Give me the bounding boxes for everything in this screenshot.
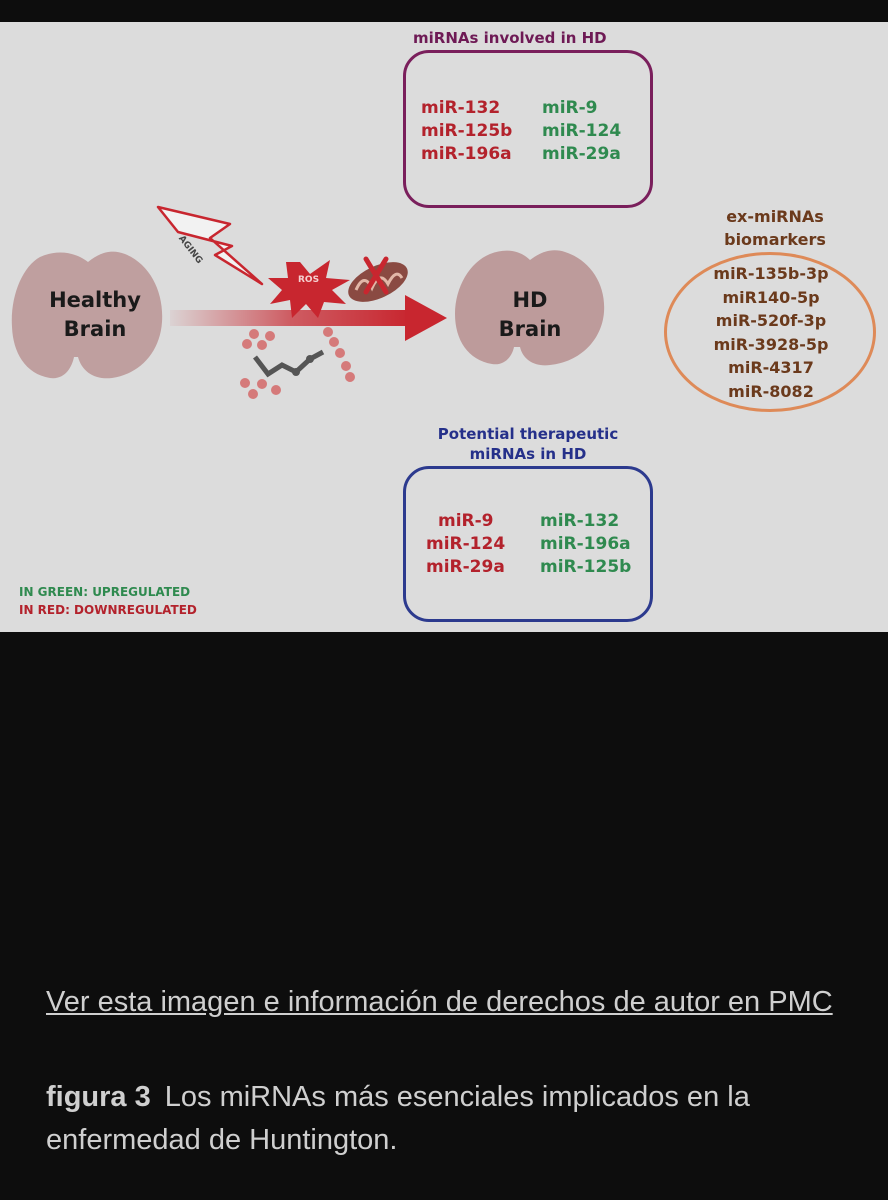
ros-burst-icon — [268, 260, 350, 318]
mirna-label: miR-132 — [421, 98, 501, 118]
mirna-label: miR-132 — [540, 511, 620, 531]
mirna-label: miR-125b — [421, 121, 513, 141]
mirna-label: miR-29a — [542, 144, 621, 164]
figure-image[interactable] — [0, 22, 888, 632]
involved-title: miRNAs involved in HD — [413, 29, 607, 47]
aging-label: AGING — [176, 234, 205, 266]
mirna-label: miR-196a — [421, 144, 512, 164]
mirna-label: miR-9 — [542, 98, 598, 118]
hd-line: HD — [512, 288, 548, 312]
mirna-label: miR140-5p — [722, 287, 820, 307]
mirna-label: miR-125b — [540, 557, 632, 577]
healthy-line: Brain — [63, 317, 127, 341]
legend-green: IN GREEN: UPREGULATED — [19, 585, 191, 599]
mirna-label: miR-124 — [426, 534, 506, 554]
mirna-label: miR-8082 — [728, 381, 814, 401]
mirna-label: miR-124 — [542, 121, 622, 141]
therapeutic-green-list — [540, 510, 631, 579]
healthy-brain-label — [40, 286, 150, 344]
therapeutic-title-line: Potential therapeutic — [437, 425, 619, 443]
mirna-label: miR-520f-3p — [715, 311, 827, 330]
legend-red: IN RED: DOWNREGULATED — [19, 603, 197, 617]
ex-title-line: ex-miRNAs — [726, 207, 824, 226]
ex-title-line: biomarkers — [724, 230, 826, 249]
copyright-link[interactable]: Ver esta imagen e información de derechos de autor en PMC — [46, 986, 833, 1018]
protein-aggregate-icon — [240, 327, 355, 399]
therapeutic-title-line: miRNAs in HD — [469, 445, 587, 463]
caption-text: Los miRNAs más esenciales implicados en la enfermedad de Huntington. — [46, 1081, 750, 1156]
hd-line: Brain — [498, 317, 562, 341]
therapeutic-title — [410, 424, 646, 464]
mirna-label: miR-29a — [426, 557, 505, 577]
aging-lightning-icon — [158, 207, 262, 284]
figure-caption — [46, 1076, 866, 1162]
figure-label: figura 3 — [46, 1081, 151, 1113]
mirna-label: miR-4317 — [728, 358, 814, 377]
therapeutic-red-list — [426, 510, 505, 579]
hd-brain-label — [480, 286, 580, 344]
mirna-label: miR-9 — [438, 511, 494, 531]
ros-label: ROS — [298, 275, 320, 285]
mirna-label: miR-196a — [540, 534, 631, 554]
mirna-label: miR-3928-5p — [713, 334, 829, 354]
mirna-label: miR-135b-3p — [713, 264, 829, 283]
healthy-line: Healthy — [49, 288, 141, 312]
